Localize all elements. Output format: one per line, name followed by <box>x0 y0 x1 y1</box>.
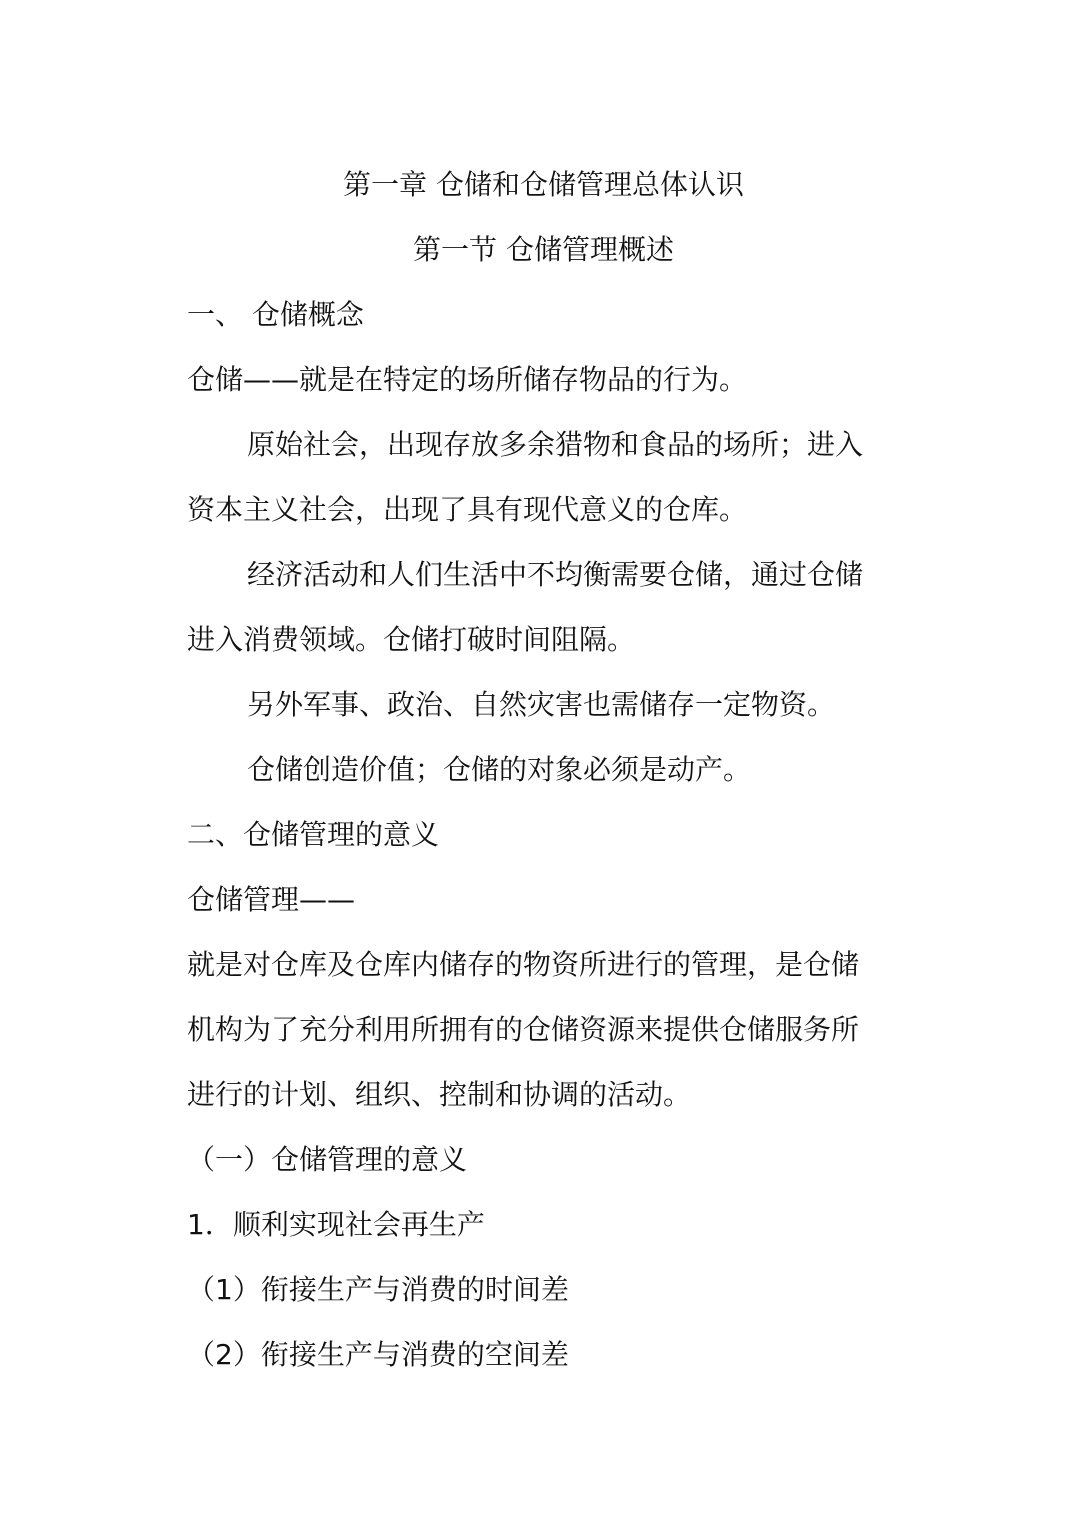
chapter-title: 第一章 仓储和仓储管理总体认识 <box>343 168 744 201</box>
heading-storage-concept: 一、 仓储概念 <box>187 298 364 331</box>
paragraph-line: 仓储管理—— <box>187 883 356 916</box>
paragraph-line: 进行的计划、组织、控制和协调的活动。 <box>187 1078 692 1111</box>
list-item: （2）衔接生产与消费的空间差 <box>187 1338 569 1371</box>
paragraph-line: 仓储——就是在特定的场所储存物品的行为。 <box>187 363 748 396</box>
heading-management-significance: 二、仓储管理的意义 <box>187 818 440 851</box>
list-item: （1）衔接生产与消费的时间差 <box>187 1273 569 1306</box>
paragraph-line: 进入消费领域。仓储打破时间阻隔。 <box>187 623 636 656</box>
paragraph-line: 另外军事、政治、自然灾害也需储存一定物资。 <box>247 688 836 721</box>
paragraph-line: 资本主义社会，出现了具有现代意义的仓库。 <box>187 493 748 526</box>
section-title: 第一节 仓储管理概述 <box>413 233 674 266</box>
subheading: （一）仓储管理的意义 <box>187 1143 468 1176</box>
paragraph-line: 仓储创造价值；仓储的对象必须是动产。 <box>247 753 752 786</box>
paragraph-line: 经济活动和人们生活中不均衡需要仓储，通过仓储 <box>247 558 864 591</box>
paragraph-line: 原始社会，出现存放多余猎物和食品的场所；进入 <box>247 428 864 461</box>
paragraph-line: 机构为了充分利用所拥有的仓储资源来提供仓储服务所 <box>187 1013 860 1046</box>
paragraph-line: 就是对仓库及仓库内储存的物资所进行的管理，是仓储 <box>187 948 860 981</box>
list-item: 1．顺利实现社会再生产 <box>187 1208 485 1241</box>
